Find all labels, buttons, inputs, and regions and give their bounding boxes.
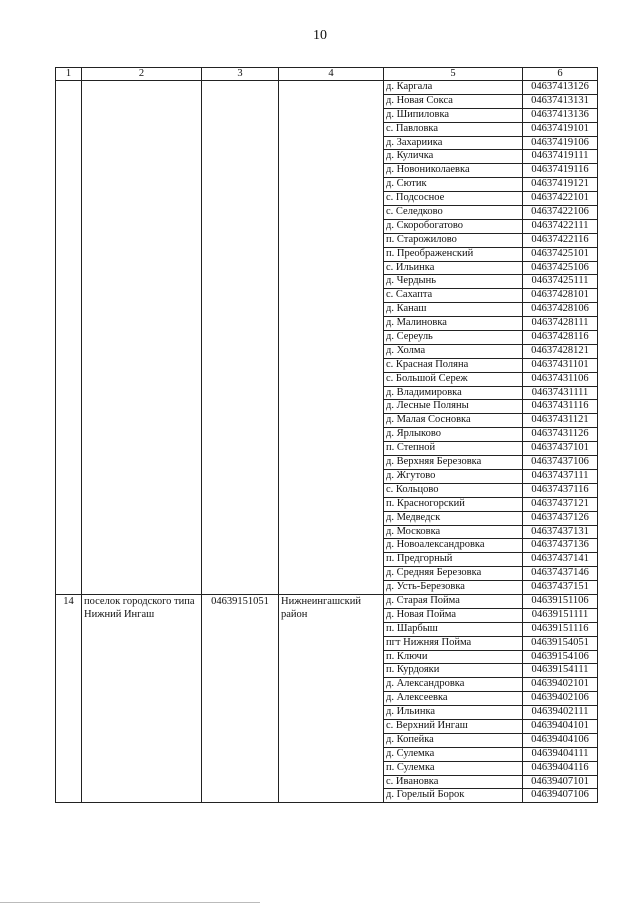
settlement-name: д. Новоалександровка bbox=[384, 539, 523, 553]
settlement-name: д. Холма bbox=[384, 344, 523, 358]
oktmo-code: 04637437121 bbox=[523, 497, 598, 511]
oktmo-code: 04637413126 bbox=[523, 81, 598, 95]
oktmo-code: 04637428121 bbox=[523, 344, 598, 358]
settlement-name: с. Большой Сереж bbox=[384, 372, 523, 386]
settlement-name: с. Верхний Ингаш bbox=[384, 719, 523, 733]
settlement-name: с. Селедково bbox=[384, 206, 523, 220]
settlement-name: п. Красногорский bbox=[384, 497, 523, 511]
oktmo-code: 04637437136 bbox=[523, 539, 598, 553]
column-header: 6 bbox=[523, 68, 598, 81]
settlement-name: д. Малиновка bbox=[384, 317, 523, 331]
settlement-name: д. Каргала bbox=[384, 81, 523, 95]
settlement-name: п. Ключи bbox=[384, 650, 523, 664]
settlement-name: д. Сереуль bbox=[384, 331, 523, 345]
oktmo-code: 04639154106 bbox=[523, 650, 598, 664]
settlement-name: д. Московка bbox=[384, 525, 523, 539]
settlement-name: д. Ярлыково bbox=[384, 428, 523, 442]
settlement-name: д. Шипиловка bbox=[384, 108, 523, 122]
table-row bbox=[56, 81, 598, 95]
continuation-empty-cell bbox=[56, 81, 82, 595]
municipality-name: поселок городского типа Нижний Ингаш bbox=[82, 594, 202, 802]
oktmo-code: 04637422116 bbox=[523, 233, 598, 247]
oktmo-code: 04637419101 bbox=[523, 122, 598, 136]
oktmo-code: 04639407106 bbox=[523, 789, 598, 803]
settlement-name: д. Горелый Борок bbox=[384, 789, 523, 803]
oktmo-code: 04637437151 bbox=[523, 581, 598, 595]
settlement-name: д. Усть-Березовка bbox=[384, 581, 523, 595]
oktmo-code: 04637437101 bbox=[523, 442, 598, 456]
oktmo-code: 04637431111 bbox=[523, 386, 598, 400]
oktmo-code: 04639154111 bbox=[523, 664, 598, 678]
oktmo-code: 04637431116 bbox=[523, 400, 598, 414]
oktmo-code: 04637428101 bbox=[523, 289, 598, 303]
settlement-name: с. Сахапта bbox=[384, 289, 523, 303]
settlement-name: д. Жгутово bbox=[384, 469, 523, 483]
settlement-name: д. Новая Пойма bbox=[384, 608, 523, 622]
settlement-name: с. Павловка bbox=[384, 122, 523, 136]
oktmo-code: 04637419116 bbox=[523, 164, 598, 178]
oktmo-code: 04637437146 bbox=[523, 567, 598, 581]
oktmo-code: 04637437131 bbox=[523, 525, 598, 539]
settlement-name: д. Копейка bbox=[384, 733, 523, 747]
settlement-name: д. Старая Пойма bbox=[384, 594, 523, 608]
oktmo-code: 04637437141 bbox=[523, 553, 598, 567]
settlement-name: с. Подсосное bbox=[384, 192, 523, 206]
oktmo-code: 04637422106 bbox=[523, 206, 598, 220]
column-header: 5 bbox=[384, 68, 523, 81]
settlement-name: д. Скоробогатово bbox=[384, 219, 523, 233]
oktmo-code: 04637419106 bbox=[523, 136, 598, 150]
oktmo-code: 04637425111 bbox=[523, 275, 598, 289]
oktmo-code: 04639402106 bbox=[523, 692, 598, 706]
oktmo-code: 04637437126 bbox=[523, 511, 598, 525]
settlement-name: с. Ивановка bbox=[384, 775, 523, 789]
oktmo-code: 04639151111 bbox=[523, 608, 598, 622]
oktmo-code: 04637422111 bbox=[523, 219, 598, 233]
settlement-name: пгт Нижняя Пойма bbox=[384, 636, 523, 650]
settlement-name: д. Средняя Березовка bbox=[384, 567, 523, 581]
settlement-table bbox=[55, 67, 598, 803]
settlement-name: д. Захариика bbox=[384, 136, 523, 150]
settlement-name: п. Старожилово bbox=[384, 233, 523, 247]
settlement-name: д. Медведск bbox=[384, 511, 523, 525]
page-number: 10 bbox=[313, 28, 327, 43]
settlement-name: д. Куличка bbox=[384, 150, 523, 164]
settlement-name: д. Канаш bbox=[384, 303, 523, 317]
oktmo-code: 04639402101 bbox=[523, 678, 598, 692]
oktmo-code: 04639404101 bbox=[523, 719, 598, 733]
column-header: 2 bbox=[82, 68, 202, 81]
oktmo-code: 04637413131 bbox=[523, 94, 598, 108]
oktmo-code: 04639402111 bbox=[523, 706, 598, 720]
settlement-name: с. Красная Поляна bbox=[384, 358, 523, 372]
continuation-empty-cell bbox=[82, 81, 202, 595]
entry-number: 14 bbox=[56, 594, 82, 802]
municipality-code: 04639151051 bbox=[202, 594, 279, 802]
oktmo-code: 04639154051 bbox=[523, 636, 598, 650]
oktmo-code: 04637425106 bbox=[523, 261, 598, 275]
settlement-name: д. Верхняя Березовка bbox=[384, 456, 523, 470]
oktmo-code: 04639151106 bbox=[523, 594, 598, 608]
oktmo-code: 04639404116 bbox=[523, 761, 598, 775]
settlement-name: д. Новониколаевка bbox=[384, 164, 523, 178]
table-header-row bbox=[56, 68, 598, 81]
settlement-name: д. Лесные Поляны bbox=[384, 400, 523, 414]
oktmo-code: 04637419111 bbox=[523, 150, 598, 164]
column-header: 3 bbox=[202, 68, 279, 81]
settlement-name: д. Владимировка bbox=[384, 386, 523, 400]
column-header: 1 bbox=[56, 68, 82, 81]
oktmo-code: 04637419121 bbox=[523, 178, 598, 192]
oktmo-code: 04637422101 bbox=[523, 192, 598, 206]
oktmo-code: 04639404111 bbox=[523, 747, 598, 761]
oktmo-code: 04637428111 bbox=[523, 317, 598, 331]
settlement-name: д. Сютик bbox=[384, 178, 523, 192]
settlement-name: п. Предгорный bbox=[384, 553, 523, 567]
oktmo-code: 04637431106 bbox=[523, 372, 598, 386]
settlement-name: п. Шарбыш bbox=[384, 622, 523, 636]
oktmo-code: 04639407101 bbox=[523, 775, 598, 789]
continuation-empty-cell bbox=[202, 81, 279, 595]
oktmo-code: 04637437116 bbox=[523, 483, 598, 497]
oktmo-code: 04637425101 bbox=[523, 247, 598, 261]
table-row bbox=[56, 594, 598, 608]
oktmo-code: 04639404106 bbox=[523, 733, 598, 747]
settlement-name: д. Алексеевка bbox=[384, 692, 523, 706]
settlement-name: д. Александровка bbox=[384, 678, 523, 692]
page-bottom-rule bbox=[0, 902, 260, 903]
settlement-name: п. Степной bbox=[384, 442, 523, 456]
settlement-name: д. Ильинка bbox=[384, 706, 523, 720]
oktmo-code: 04637428116 bbox=[523, 331, 598, 345]
oktmo-code: 04639151116 bbox=[523, 622, 598, 636]
district-name: Нижнеингашский район bbox=[279, 594, 384, 802]
settlement-name: д. Малая Сосновка bbox=[384, 414, 523, 428]
settlement-name: д. Чердынь bbox=[384, 275, 523, 289]
column-header: 4 bbox=[279, 68, 384, 81]
continuation-empty-cell bbox=[279, 81, 384, 595]
oktmo-code: 04637431121 bbox=[523, 414, 598, 428]
settlement-name: п. Преображенский bbox=[384, 247, 523, 261]
oktmo-code: 04637428106 bbox=[523, 303, 598, 317]
oktmo-code: 04637437106 bbox=[523, 456, 598, 470]
settlement-name: п. Сулемка bbox=[384, 761, 523, 775]
oktmo-code: 04637431101 bbox=[523, 358, 598, 372]
oktmo-code: 04637431126 bbox=[523, 428, 598, 442]
settlement-name: д. Сулемка bbox=[384, 747, 523, 761]
oktmo-code: 04637413136 bbox=[523, 108, 598, 122]
oktmo-code: 04637437111 bbox=[523, 469, 598, 483]
settlement-name: с. Кольцово bbox=[384, 483, 523, 497]
settlement-name: п. Курдояки bbox=[384, 664, 523, 678]
settlement-name: с. Ильинка bbox=[384, 261, 523, 275]
settlement-name: д. Новая Сокса bbox=[384, 94, 523, 108]
